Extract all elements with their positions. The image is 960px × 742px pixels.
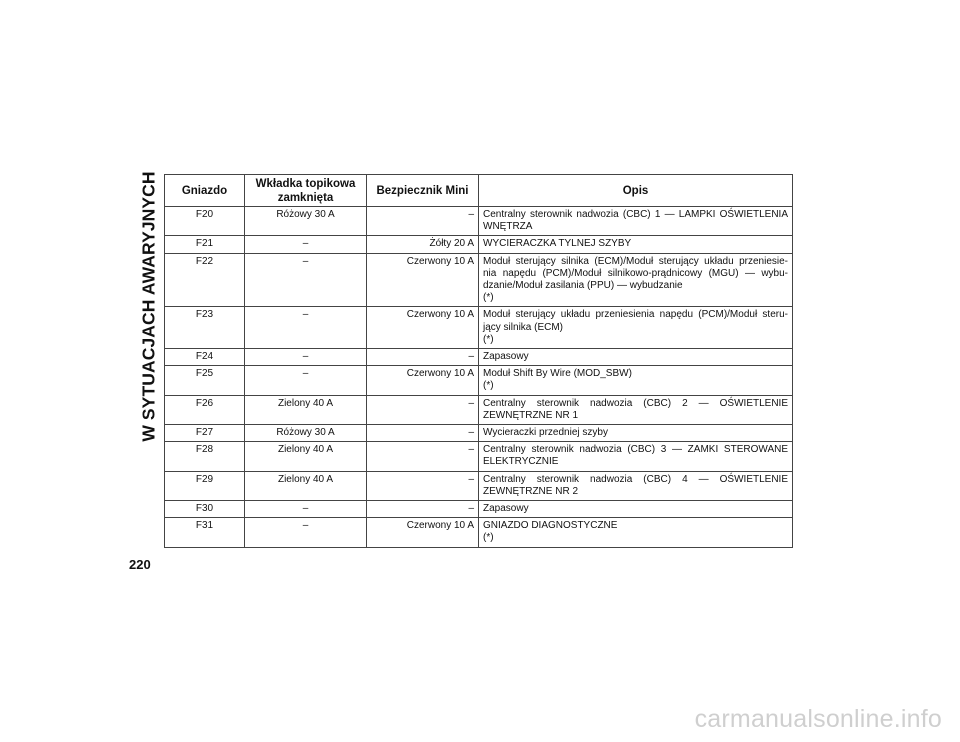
description-line: nia napędu (PCM)/Moduł silnikowo-prądnicowy (MGU) — wybu- [483,267,788,279]
description-line: (*) [483,532,494,544]
cell-description [479,253,793,307]
table-row [165,207,793,236]
description-line: (*) [483,380,494,392]
description-line: Zapasowy [483,503,529,515]
description-line: WNĘTRZA [483,221,533,233]
table-row [165,253,793,307]
table-row [165,501,793,518]
fuse-table [164,174,793,548]
table-row [165,518,793,547]
table-row [165,349,793,366]
description-line: Centralny sterownik nadwozia (CBC) 2 — OŚWIETLENIE [483,397,788,409]
table-row [165,471,793,500]
description-line: Centralny sterownik nadwozia (CBC) 4 — OŚWIETLENIE [483,473,788,485]
cell-description [479,518,793,547]
cell-description [479,442,793,471]
cell-cartridge: – [245,349,367,366]
cell-cartridge: – [245,366,367,395]
fuse-table-body [165,207,793,548]
cell-slot: F23 [165,307,245,349]
cell-slot: F30 [165,501,245,518]
chapter-side-tab [137,172,161,440]
watermark: carmanualsonline.info [694,705,942,733]
cell-description [479,425,793,442]
table-row [165,366,793,395]
cell-cartridge: Różowy 30 A [245,425,367,442]
header-cartridge: Wkładka topikowa zamknięta [245,175,367,207]
cell-mini-fuse: Czerwony 10 A [367,253,479,307]
cell-cartridge: – [245,236,367,253]
cell-mini-fuse: Czerwony 10 A [367,366,479,395]
cell-cartridge: – [245,518,367,547]
cell-mini-fuse: – [367,395,479,424]
header-description: Opis [479,175,793,207]
cell-description [479,471,793,500]
cell-mini-fuse: – [367,349,479,366]
description-line: (*) [483,292,494,304]
cell-slot: F29 [165,471,245,500]
table-row [165,425,793,442]
header-slot: Gniazdo [165,175,245,207]
table-row [165,442,793,471]
chapter-title: W SYTUACJACH AWARYJNYCH [138,170,159,442]
cell-description [479,395,793,424]
cell-description [479,349,793,366]
cell-mini-fuse: Żółty 20 A [367,236,479,253]
cell-slot: F27 [165,425,245,442]
description-line: (*) [483,333,494,345]
cell-mini-fuse: – [367,501,479,518]
description-line: ZEWNĘTRZNE NR 1 [483,409,578,421]
cell-slot: F26 [165,395,245,424]
cell-mini-fuse: Czerwony 10 A [367,518,479,547]
page-number: 220 [129,557,151,572]
cell-cartridge: – [245,253,367,307]
cell-slot: F20 [165,207,245,236]
cell-slot: F24 [165,349,245,366]
cell-cartridge: Zielony 40 A [245,471,367,500]
description-line: Moduł sterujący silnika (ECM)/Moduł sterujący układu przeniesie- [483,255,788,267]
cell-slot: F21 [165,236,245,253]
cell-mini-fuse: – [367,207,479,236]
cell-description [479,366,793,395]
cell-slot: F22 [165,253,245,307]
cell-mini-fuse: – [367,425,479,442]
table-row [165,395,793,424]
cell-mini-fuse: Czerwony 10 A [367,307,479,349]
cell-slot: F28 [165,442,245,471]
description-line: WYCIERACZKA TYLNEJ SZYBY [483,238,632,250]
description-line: ELEKTRYCZNIE [483,456,559,468]
cell-cartridge: – [245,501,367,518]
description-line: dzanie/Moduł zasilania (PPU) — wybudzanie [483,280,683,292]
cell-cartridge: Zielony 40 A [245,442,367,471]
description-line: Centralny sterownik nadwozia (CBC) 1 — LAMPKI OŚWIETLENIA [483,209,788,220]
cell-slot: F31 [165,518,245,547]
description-line: Zapasowy [483,351,529,363]
description-line: Wycieraczki przedniej szyby [483,427,608,439]
cell-mini-fuse: – [367,442,479,471]
cell-cartridge: Różowy 30 A [245,207,367,236]
cell-cartridge: – [245,307,367,349]
table-header-row [165,175,793,207]
description-line: Centralny sterownik nadwozia (CBC) 3 — ZAMKI STEROWANE [483,444,788,456]
header-mini-fuse: Bezpiecznik Mini [367,175,479,207]
cell-mini-fuse: – [367,471,479,500]
description-line: Moduł sterujący układu przeniesienia napędu (PCM)/Moduł steru- [483,309,788,321]
cell-description [479,501,793,518]
table-row [165,307,793,349]
cell-slot: F25 [165,366,245,395]
description-line: ZEWNĘTRZNE NR 2 [483,485,578,497]
table-row [165,236,793,253]
cell-cartridge: Zielony 40 A [245,395,367,424]
description-line: GNIAZDO DIAGNOSTYCZNE [483,520,618,532]
description-line: Moduł Shift By Wire (MOD_SBW) [483,368,632,380]
description-line: jący silnika (ECM) [483,321,564,333]
cell-description [479,207,793,236]
cell-description [479,236,793,253]
cell-description [479,307,793,349]
